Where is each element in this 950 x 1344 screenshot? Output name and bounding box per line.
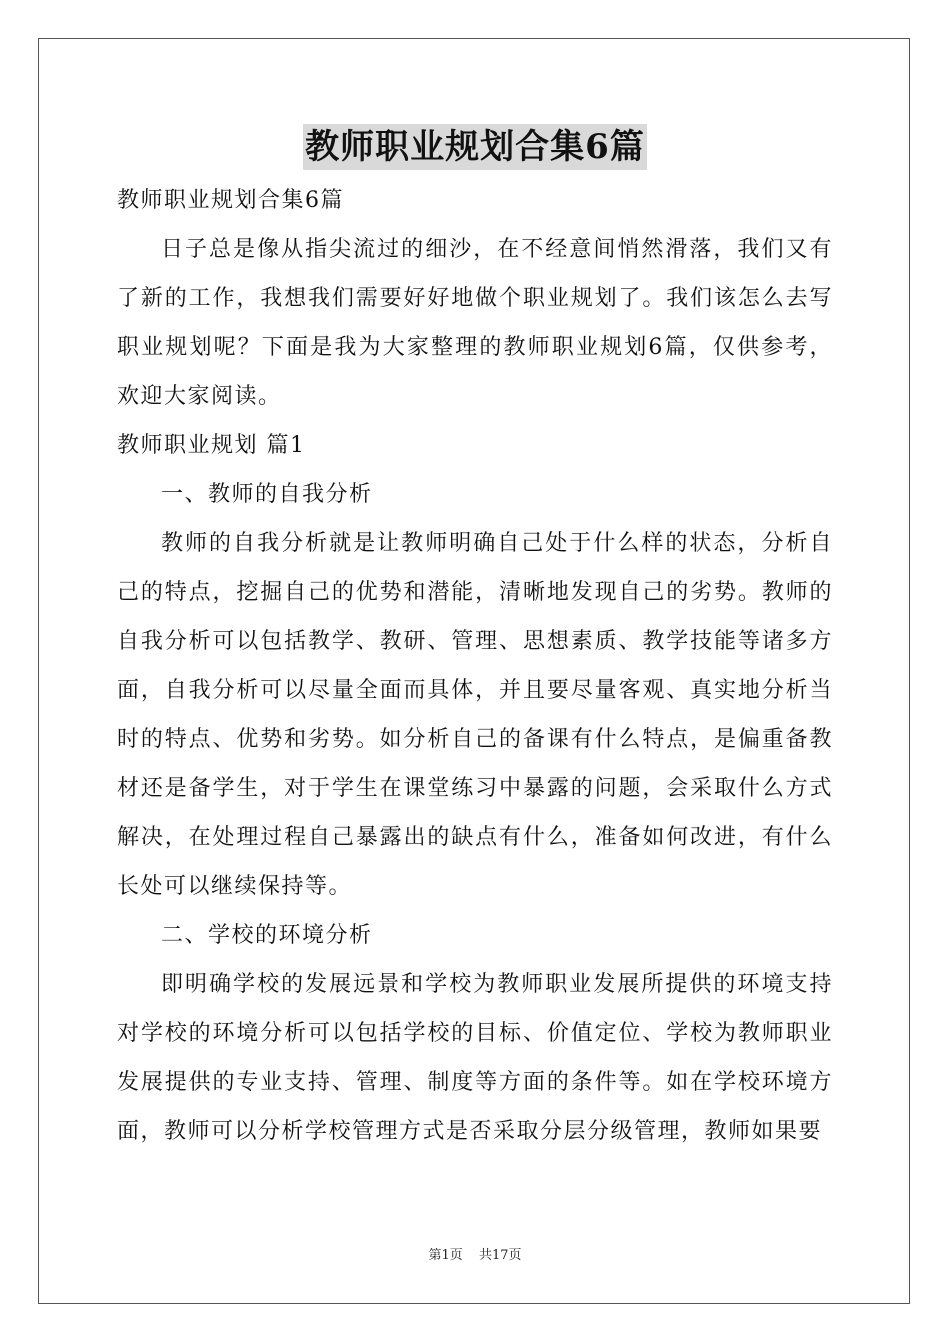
section-heading: 教师职业规划 篇1 — [117, 433, 306, 458]
paragraph-0: 教师职业规划合集6篇 — [117, 188, 344, 213]
page-footer — [0, 1244, 950, 1263]
page-total: 共17页 — [478, 1248, 522, 1263]
document-title: 教师职业规划合集6篇 — [303, 124, 647, 170]
page-number: 第1页 — [428, 1248, 463, 1263]
paragraph-school-environment: 即明确学校的发展远景和学校为教师职业发展所提供的环境支持对学校的环境分析可以包括学校的目标、价值定位、学校为教师职业发展提供的专业支持、管理、制度等方面的条件等。如在学校环境方面，教师可以分析学校管理方式是否采取分层分级管理，教师如果要 — [117, 972, 833, 1144]
subheading-school-environment: 二、学校的环境分析 — [161, 923, 373, 948]
title-container — [0, 124, 950, 170]
paragraph-intro: 日子总是像从指尖流过的细沙，在不经意间悄然滑落，我们又有了新的工作，我想我们需要好好地做个职业规划了。我们该怎么去写职业规划呢？下面是我为大家整理的教师职业规划6篇，仅供参考，欢迎大家阅读。 — [117, 237, 833, 409]
document-body — [117, 176, 833, 1156]
paragraph-self-analysis: 教师的自我分析就是让教师明确自己处于什么样的状态，分析自己的特点，挖掘自己的优势和潜能，清晰地发现自己的劣势。教师的自我分析可以包括教学、教研、管理、思想素质、教学技能等诸多方面，自我分析可以尽量全面而具体，并且要尽量客观、真实地分析当时的特点、优势和劣势。如分析自己的备课有什么特点，是偏重备教材还是备学生，对于学生在课堂练习中暴露的问题，会采取什么方式解决，在处理过程自己暴露出的缺点有什么，准备如何改进，有什么长处可以继续保持等。 — [117, 531, 833, 899]
subheading-self-analysis: 一、教师的自我分析 — [161, 482, 373, 507]
